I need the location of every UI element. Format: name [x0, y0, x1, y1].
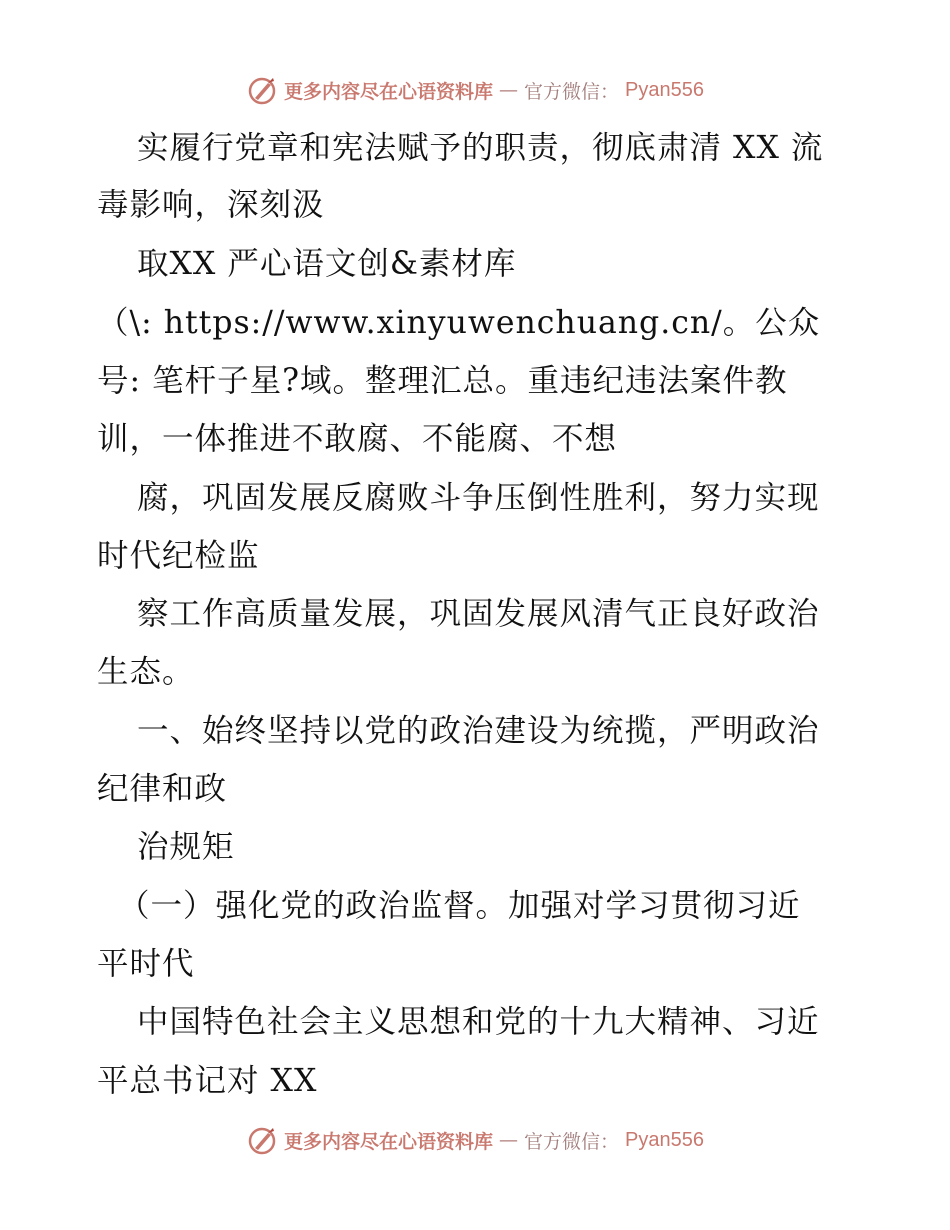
header-watermark-banner	[0, 70, 950, 110]
banner-wechat-id: Pyan556	[625, 78, 704, 101]
banner-separator: —	[499, 79, 519, 101]
text-line: （\: https://www.xinyuwenchuang.cn/。公众	[97, 305, 821, 341]
banner-wechat-label: 官方微信：	[524, 1130, 620, 1153]
text-line: 号: 笔杆子星?域。整理汇总。重违纪违法案件教	[97, 363, 788, 399]
banner-separator: —	[499, 1129, 519, 1151]
text-line: 中国特色社会主义思想和党的十九大精神、习近	[137, 1004, 820, 1040]
text-line: 生态。	[97, 654, 195, 690]
quill-seal-logo-icon	[246, 74, 278, 106]
footer-watermark-banner	[0, 1120, 950, 1160]
text-line: 毒影响，深刻汲	[97, 187, 325, 223]
text-line: 平总书记对 XX	[97, 1063, 318, 1099]
text-line: 纪律和政	[97, 771, 228, 807]
text-line: 取XX 严心语文创&素材库	[137, 246, 517, 282]
text-line: 察工作高质量发展，巩固发展风清气正良好政治	[137, 596, 820, 632]
text-line: （一）强化党的政治监督。加强对学习贯彻习近	[118, 888, 801, 924]
text-line: 治规矩	[137, 829, 235, 865]
banner-wechat-label: 官方微信：	[524, 80, 620, 103]
banner-title: 更多内容尽在心语资料库	[284, 1130, 494, 1153]
quill-seal-logo-icon	[246, 1124, 278, 1156]
text-line: 腐，巩固发展反腐败斗争压倒性胜利，努力实现	[137, 480, 820, 516]
banner-title: 更多内容尽在心语资料库	[284, 80, 494, 103]
text-line: 实履行党章和宪法赋予的职责，彻底肃清 XX 流	[137, 130, 824, 166]
text-line: 时代纪检监	[97, 538, 260, 574]
text-line: 训，一体推进不敢腐、不能腐、不想	[97, 421, 618, 457]
text-line: 平时代	[97, 946, 195, 982]
banner-wechat-id: Pyan556	[625, 1128, 704, 1151]
text-line: 一、始终坚持以党的政治建设为统揽，严明政治	[137, 713, 820, 749]
